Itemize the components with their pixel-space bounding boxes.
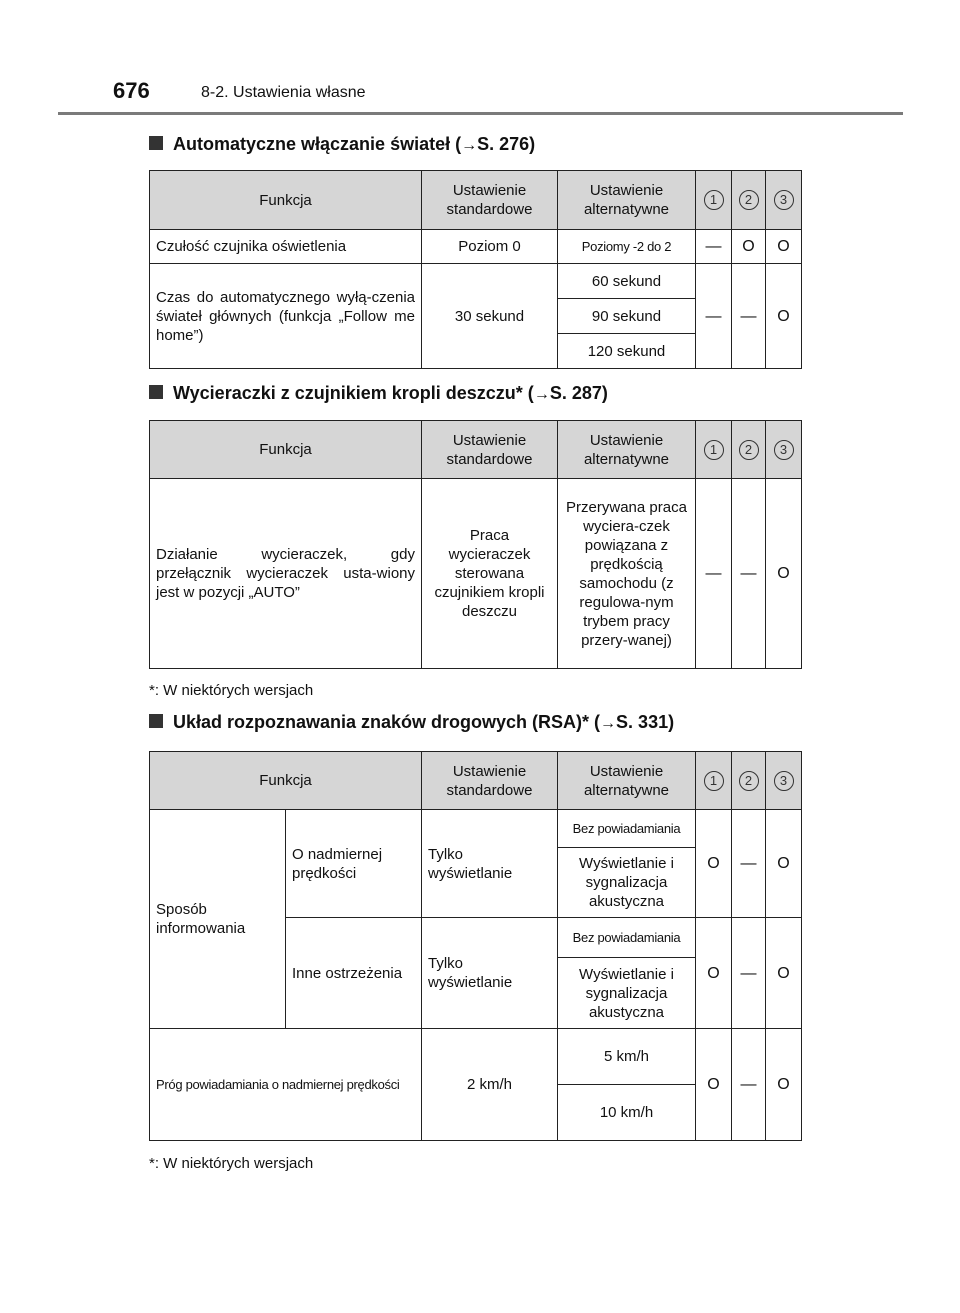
circle-mark: O [766, 1029, 802, 1141]
dash-mark: — [732, 479, 766, 669]
circled-number-3-icon: 3 [774, 190, 794, 210]
table-header-row [150, 752, 802, 810]
circle-mark: O [766, 230, 802, 264]
table-row [150, 810, 802, 848]
circled-number-2-icon: 2 [739, 440, 759, 460]
alternative-cell: 120 sekund [558, 334, 696, 369]
function-cell: Próg powiadamiania o nadmiernej prędkości [150, 1029, 422, 1141]
default-cell: Praca wycieraczek sterowana czujnikiem kropli deszczu [422, 479, 558, 669]
page-ref: S. 331) [616, 712, 675, 732]
header-default: Ustawienie standardowe [422, 421, 558, 479]
arrow-right-icon: → [600, 715, 617, 732]
subfunction-cell: O nadmiernej prędkości [286, 810, 422, 918]
page-ref: S. 287) [549, 383, 608, 403]
table-wipers [149, 420, 802, 669]
circle-mark: O [766, 479, 802, 669]
dash-mark: — [696, 264, 732, 369]
alternative-cell: 5 km/h [558, 1029, 696, 1085]
alternative-cell: 60 sekund [558, 264, 696, 299]
chapter-title: 8-2. Ustawienia własne [201, 84, 366, 101]
circle-mark: O [766, 918, 802, 1029]
default-cell: Tylko wyświetlanie [422, 918, 558, 1029]
alternative-cell: Wyświetlanie i sygnalizacja akustyczna [558, 848, 696, 918]
function-cell: Czułość czujnika oświetlenia [150, 230, 422, 264]
circle-mark: O [732, 230, 766, 264]
dash-mark: — [732, 918, 766, 1029]
circled-number-1-icon: 1 [704, 190, 724, 210]
header-function: Funkcja [150, 752, 422, 810]
table-row [150, 230, 802, 264]
page-ref: S. 276) [477, 134, 536, 154]
dash-mark: — [696, 479, 732, 669]
function-cell: Czas do automatycznego wyłą-czenia świateł głównych (funkcja „Follow me home”) [150, 264, 422, 369]
circled-number-2-icon: 2 [739, 771, 759, 791]
alternative-cell: 90 sekund [558, 299, 696, 334]
header-default: Ustawienie standardowe [422, 752, 558, 810]
circled-number-1-icon: 1 [704, 771, 724, 791]
alternative-cell: Poziomy -2 do 2 [558, 230, 696, 264]
header-function: Funkcja [150, 421, 422, 479]
table-row [150, 264, 802, 299]
table-header-row [150, 171, 802, 230]
subfunction-cell: Inne ostrzeżenia [286, 918, 422, 1029]
footnote: *: W niektórych wersjach [149, 682, 314, 699]
arrow-right-icon: → [533, 386, 550, 403]
page-number: 676 [113, 78, 150, 103]
square-bullet-icon [149, 136, 163, 150]
header-alternative: Ustawienie alternatywne [558, 171, 696, 230]
table-row [150, 479, 802, 669]
circled-number-3-icon: 3 [774, 440, 794, 460]
footnote: *: W niektórych wersjach [149, 1155, 314, 1172]
alternative-cell: Bez powiadamiania [558, 810, 696, 848]
table-row [150, 1029, 802, 1085]
group-label-cell: Sposób informowania [150, 810, 286, 1029]
arrow-right-icon: → [461, 137, 478, 154]
circle-mark: O [696, 1029, 732, 1141]
circle-mark: O [696, 810, 732, 918]
square-bullet-icon [149, 385, 163, 399]
alternative-cell: 10 km/h [558, 1085, 696, 1141]
circled-number-2-icon: 2 [739, 190, 759, 210]
default-cell: Tylko wyświetlanie [422, 810, 558, 918]
section-title-lights: Automatyczne włączanie świateł (→S. 276) [149, 134, 535, 155]
square-bullet-icon [149, 714, 163, 728]
dash-mark: — [732, 264, 766, 369]
alternative-cell: Wyświetlanie i sygnalizacja akustyczna [558, 958, 696, 1029]
table-header-row [150, 421, 802, 479]
circled-number-1-icon: 1 [704, 440, 724, 460]
circle-mark: O [696, 918, 732, 1029]
default-cell: 30 sekund [422, 264, 558, 369]
table-lights [149, 170, 802, 369]
header-function: Funkcja [150, 171, 422, 230]
section-title-rsa: Układ rozpoznawania znaków drogowych (RSA)* (→S. 331) [149, 712, 674, 733]
default-cell: 2 km/h [422, 1029, 558, 1141]
alternative-cell: Bez powiadamiania [558, 918, 696, 958]
circle-mark: O [766, 264, 802, 369]
function-cell: Działanie wycieraczek, gdy przełącznik wycieraczek usta-wiony jest w pozycji „AUTO” [150, 479, 422, 669]
header-default: Ustawienie standardowe [422, 171, 558, 230]
dash-mark: — [732, 810, 766, 918]
header-alternative: Ustawienie alternatywne [558, 421, 696, 479]
default-cell: Poziom 0 [422, 230, 558, 264]
dash-mark: — [696, 230, 732, 264]
circled-number-3-icon: 3 [774, 771, 794, 791]
circle-mark: O [766, 810, 802, 918]
section-title-wipers: Wycieraczki z czujnikiem kropli deszczu* (→S. 287) [149, 383, 608, 404]
dash-mark: — [732, 1029, 766, 1141]
header-rule [58, 112, 903, 115]
table-rsa [149, 751, 802, 1141]
header-alternative: Ustawienie alternatywne [558, 752, 696, 810]
alternative-cell: Przerywana praca wyciera-czek powiązana z prędkością samochodu (z regulowa-nym trybem pracy przery-wanej) [558, 479, 696, 669]
